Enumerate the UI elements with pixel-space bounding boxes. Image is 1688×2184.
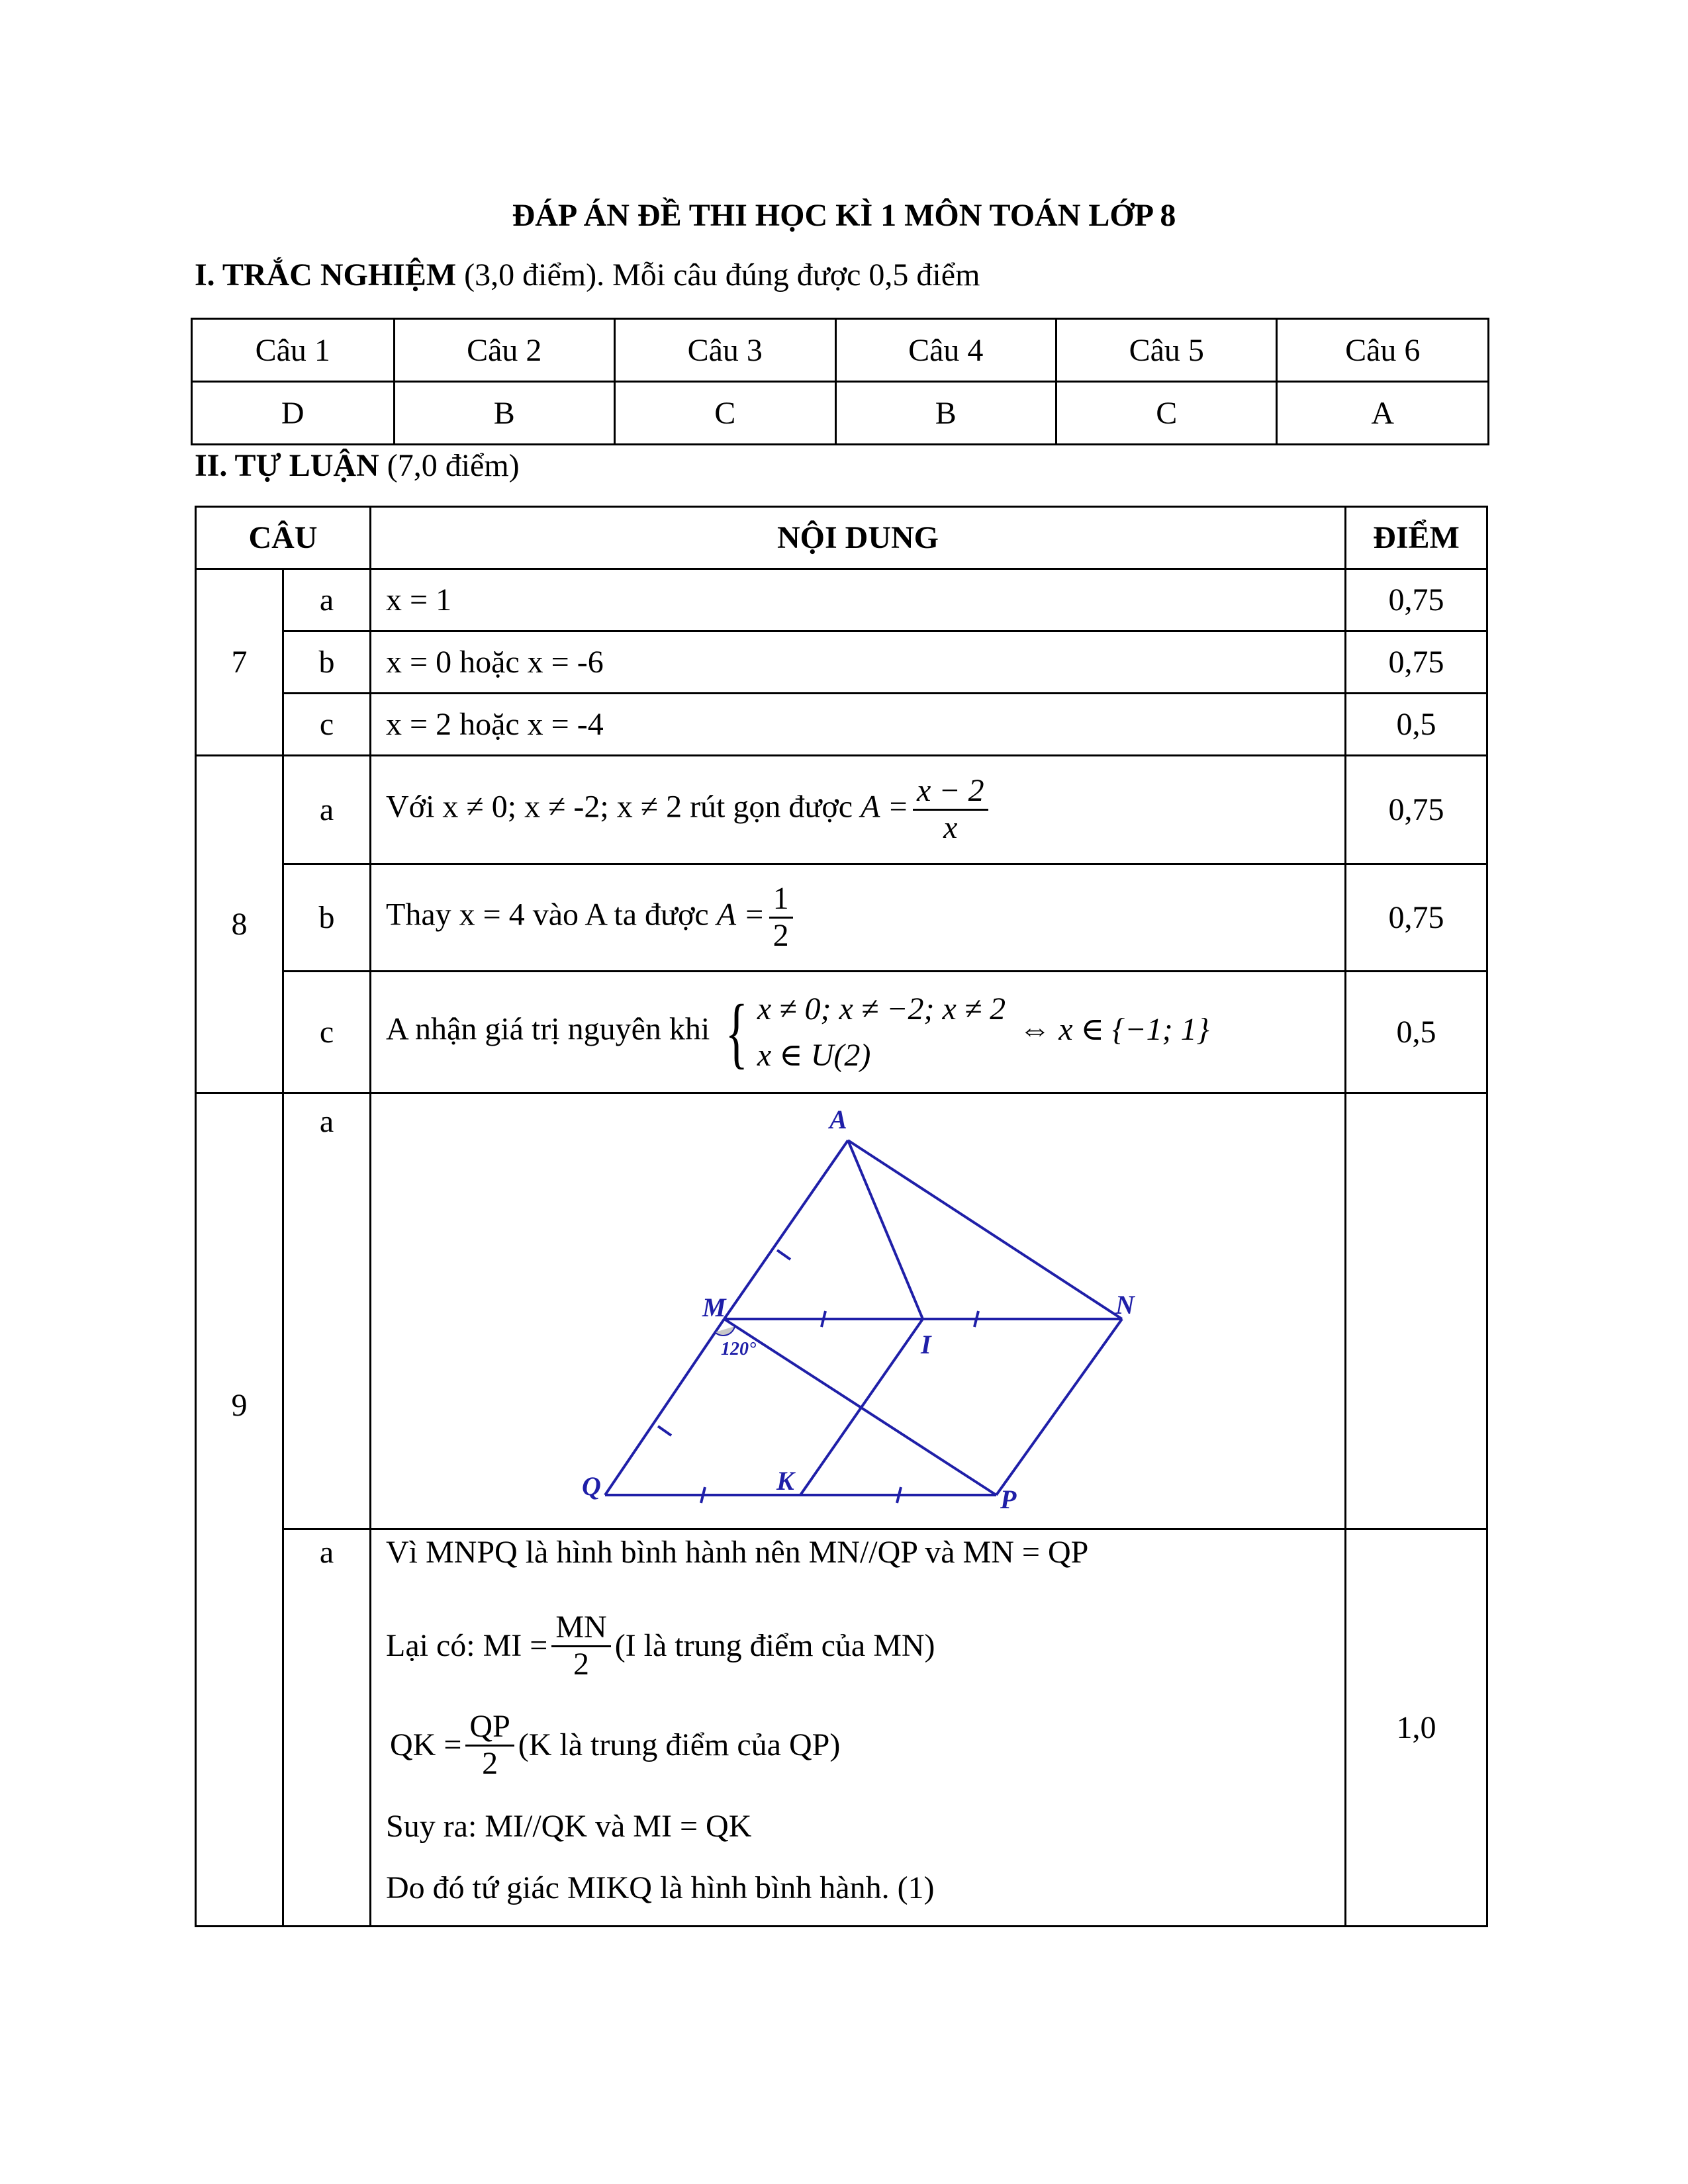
part-label: a xyxy=(283,569,371,631)
q8a-lhs: A = xyxy=(861,789,909,825)
q9-number xyxy=(196,1093,283,1927)
mc-answer-row xyxy=(192,382,1489,445)
mc-answer: B xyxy=(394,382,614,445)
mc-answer: D xyxy=(192,382,395,445)
header-row xyxy=(196,507,1487,569)
line3-post: (K là trung điểm của QP) xyxy=(518,1727,841,1762)
label-angle: 120° xyxy=(721,1339,757,1359)
qp-fraction xyxy=(465,1709,514,1782)
q7-row-a xyxy=(196,569,1487,631)
answer-content xyxy=(371,756,1346,864)
header-noidung: NỘI DUNG xyxy=(371,507,1346,569)
proof-content xyxy=(371,1529,1346,1927)
page-title: ĐÁP ÁN ĐỀ THI HỌC KÌ 1 MÔN TOÁN LỚP 8 xyxy=(512,198,1176,233)
q8b-text: Thay x = 4 vào A ta được xyxy=(386,897,717,933)
section-1-note: (3,0 điểm). Mỗi câu đúng được 0,5 điểm xyxy=(456,257,980,293)
q7-row-c xyxy=(196,694,1487,756)
q8c-result: ⇔ x ∈ {−1; 1} xyxy=(1019,1011,1209,1047)
mc-question: Câu 5 xyxy=(1056,319,1276,382)
tick-mark xyxy=(658,1426,671,1435)
answer-content: x = 0 hoặc x = -6 xyxy=(371,631,1346,694)
fraction-denominator: 2 xyxy=(482,1745,498,1781)
q8-row-a xyxy=(196,756,1487,864)
answer-content xyxy=(371,864,1346,972)
part-label: a xyxy=(283,1529,371,1927)
fraction-numerator: 1 xyxy=(769,882,793,919)
fraction-numerator: QP xyxy=(465,1709,514,1747)
tick-mark xyxy=(777,1250,790,1259)
q8b-lhs: A = xyxy=(716,897,765,933)
score: 0,75 xyxy=(1346,569,1487,631)
fraction-numerator: x − 2 xyxy=(913,774,988,811)
fraction-denominator: x xyxy=(943,810,958,845)
q8a-text: Với x ≠ 0; x ≠ -2; x ≠ 2 rút gọn được xyxy=(386,789,861,825)
proof-line-3 xyxy=(386,1696,1344,1795)
q8c-system xyxy=(718,986,1006,1078)
segment-PN xyxy=(996,1319,1122,1495)
line2-pre: Lại có: MI = xyxy=(386,1628,548,1663)
part-label: a xyxy=(283,756,371,864)
q8b-fraction xyxy=(769,882,793,954)
q8-row-c xyxy=(196,972,1487,1093)
multiple-choice-table xyxy=(191,318,1489,445)
proof-line-4: Suy ra: MI//QK và MI = QK xyxy=(386,1809,752,1844)
q7-row-b xyxy=(196,631,1487,694)
segment-NA xyxy=(848,1140,1122,1319)
fraction-denominator: 2 xyxy=(773,918,789,953)
empty-score xyxy=(1346,1093,1487,1529)
label-A: A xyxy=(829,1105,847,1134)
answer-content: x = 2 hoặc x = -4 xyxy=(371,694,1346,756)
geometry-figure-cell xyxy=(371,1093,1346,1529)
proof-line-1: Vì MNPQ là hình bình hành nên MN//QP và MN = QP xyxy=(386,1535,1089,1570)
score: 1,0 xyxy=(1346,1529,1487,1927)
segment-AM xyxy=(724,1140,848,1319)
mc-question: Câu 6 xyxy=(1277,319,1489,382)
segment-MP xyxy=(724,1319,996,1495)
label-M: M xyxy=(702,1293,726,1322)
mc-question: Câu 2 xyxy=(394,319,614,382)
header-diem: ĐIỂM xyxy=(1346,507,1487,569)
parallelogram-figure xyxy=(371,1094,1344,1528)
part-label: a xyxy=(283,1093,371,1529)
part-label: c xyxy=(283,694,371,756)
system-line-1: x ≠ 0; x ≠ −2; x ≠ 2 xyxy=(757,991,1006,1026)
q8-row-b xyxy=(196,864,1487,972)
fraction-denominator: 2 xyxy=(573,1646,590,1682)
brace-glyph: { xyxy=(725,987,749,1076)
q8c-text: A nhận giá trị nguyên khi xyxy=(386,1011,718,1047)
part-label: c xyxy=(283,972,371,1093)
section-2-note: (7,0 điểm) xyxy=(379,448,520,483)
answer-content xyxy=(371,972,1346,1093)
segment-AI xyxy=(848,1140,923,1319)
line2-post: (I là trung điểm của MN) xyxy=(614,1628,935,1663)
label-Q: Q xyxy=(582,1471,601,1501)
fraction-numerator: MN xyxy=(551,1610,610,1647)
proof-line-5: Do đó tứ giác MIKQ là hình bình hành. (1) xyxy=(386,1870,935,1905)
part-label: b xyxy=(283,631,371,694)
mc-question: Câu 3 xyxy=(615,319,835,382)
mc-question: Câu 4 xyxy=(835,319,1056,382)
q9-proof-row xyxy=(196,1529,1487,1927)
answer-content: x = 1 xyxy=(371,569,1346,631)
score: 0,75 xyxy=(1346,631,1487,694)
q9-figure-row xyxy=(196,1093,1487,1529)
score: 0,75 xyxy=(1346,756,1487,864)
mn-fraction xyxy=(551,1610,610,1682)
label-N: N xyxy=(1115,1290,1135,1320)
essay-table xyxy=(195,506,1488,1927)
system-line-2: x ∈ U(2) xyxy=(757,1037,871,1073)
mc-question: Câu 1 xyxy=(192,319,395,382)
section-2-label: II. TỰ LUẬN xyxy=(195,448,379,483)
line3-pre: QK = xyxy=(390,1727,462,1762)
score: 0,5 xyxy=(1346,972,1487,1093)
score: 0,75 xyxy=(1346,864,1487,972)
mc-answer: B xyxy=(835,382,1056,445)
score: 0,5 xyxy=(1346,694,1487,756)
part-label: b xyxy=(283,864,371,972)
label-K: K xyxy=(776,1466,794,1496)
q8a-fraction xyxy=(913,774,988,846)
mc-question-row xyxy=(192,319,1489,382)
mc-answer: A xyxy=(1277,382,1489,445)
proof-line-2 xyxy=(386,1596,1344,1696)
mc-answer: C xyxy=(615,382,835,445)
segment-MQ xyxy=(605,1319,724,1495)
q9-number-text: 9 xyxy=(231,1387,248,1423)
q8-number: 8 xyxy=(196,756,283,1093)
label-I: I xyxy=(921,1330,931,1359)
q7-number: 7 xyxy=(196,569,283,756)
label-P: P xyxy=(1000,1484,1017,1514)
mc-answer: C xyxy=(1056,382,1276,445)
section-1-heading xyxy=(195,257,980,293)
header-cau: CÂU xyxy=(196,507,371,569)
section-1-label: I. TRẮC NGHIỆM xyxy=(195,257,457,293)
section-2-heading xyxy=(195,447,520,484)
